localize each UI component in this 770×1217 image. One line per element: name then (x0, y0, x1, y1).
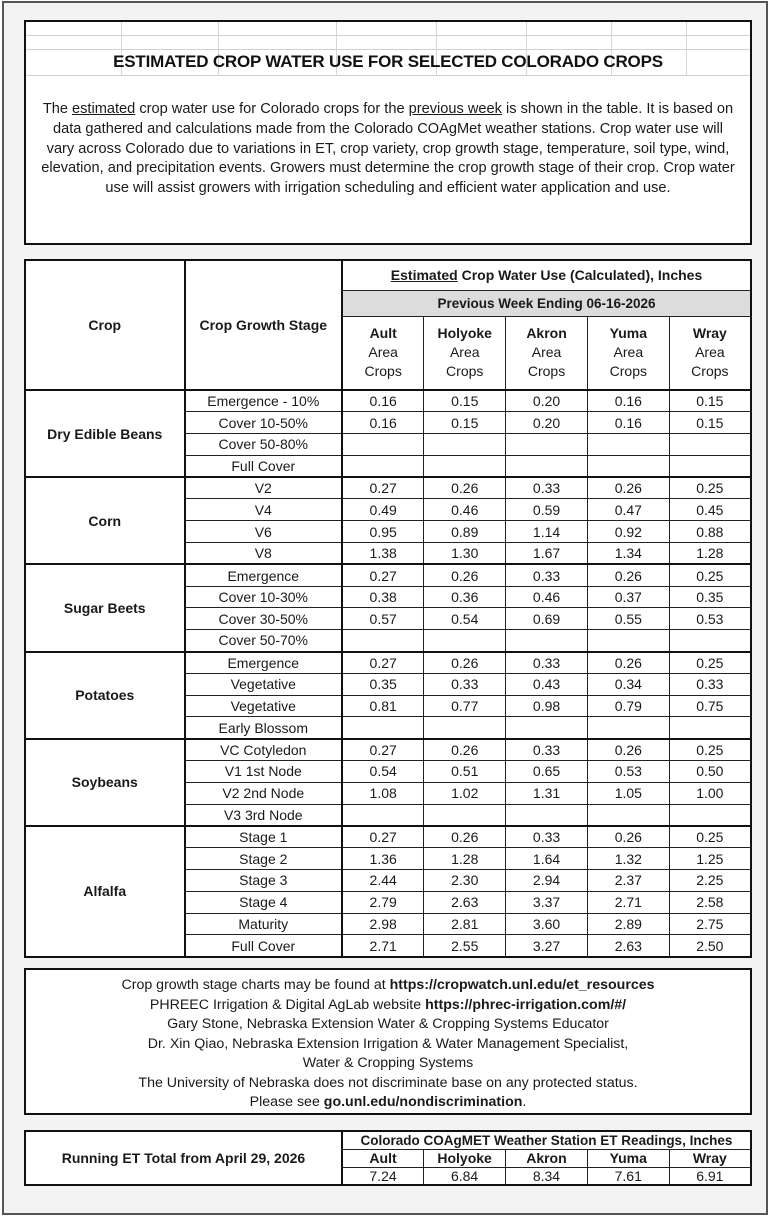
running-location-name: Yuma (587, 1149, 669, 1167)
stage-column-header: Crop Growth Stage (185, 260, 343, 390)
water-use-value: 1.28 (669, 543, 751, 565)
water-use-value (506, 434, 588, 456)
water-use-value: 0.25 (669, 652, 751, 674)
running-et-header: Colorado COAgMET Weather Station ET Readings, Inches (342, 1131, 751, 1149)
running-et-table (24, 1130, 752, 1186)
growth-stage: Stage 1 (185, 826, 343, 848)
water-use-value: 2.58 (669, 891, 751, 913)
water-use-value: 0.26 (587, 739, 669, 761)
water-use-value: 0.57 (342, 608, 424, 630)
water-use-value (506, 717, 588, 739)
crop-name: Soybeans (25, 739, 185, 826)
water-use-value (506, 804, 588, 826)
growth-stage: Stage 3 (185, 870, 343, 892)
location-header (342, 316, 424, 390)
intro-paragraph (40, 100, 736, 199)
running-et-value: 8.34 (506, 1167, 588, 1185)
location-area-label: Area (695, 344, 725, 361)
water-use-value: 0.26 (424, 739, 506, 761)
growth-stage: Cover 50-70% (185, 630, 343, 652)
water-use-value (342, 630, 424, 652)
running-et-value: 7.24 (342, 1167, 424, 1185)
water-use-value: 0.53 (587, 761, 669, 783)
water-use-value: 2.50 (669, 935, 751, 957)
water-use-value (587, 804, 669, 826)
running-et-value: 7.61 (587, 1167, 669, 1185)
location-header (424, 316, 506, 390)
growth-stage: Full Cover (185, 455, 343, 477)
growth-stage: Cover 10-30% (185, 586, 343, 608)
crop-name: Alfalfa (25, 826, 185, 957)
water-use-value: 0.33 (506, 564, 588, 586)
water-use-value (342, 717, 424, 739)
info-box (24, 968, 752, 1115)
growth-stage: V6 (185, 521, 343, 543)
water-use-value: 1.32 (587, 848, 669, 870)
water-use-value (669, 630, 751, 652)
water-use-value: 0.16 (587, 412, 669, 434)
location-crops-label: Crops (609, 363, 647, 380)
info-line-5: Water & Cropping Systems (302, 1055, 474, 1071)
water-use-value (669, 434, 751, 456)
water-use-value (506, 455, 588, 477)
water-use-value: 0.26 (587, 652, 669, 674)
water-use-value: 0.33 (506, 477, 588, 499)
info-line-7 (26, 1093, 750, 1113)
water-use-value: 0.27 (342, 652, 424, 674)
info-line-6: The University of Nebraska does not discriminate base on any protected status. (138, 1074, 638, 1091)
water-use-value: 0.43 (506, 673, 588, 695)
intro-text-1: The (42, 101, 73, 117)
growth-stage: Vegetative (185, 673, 343, 695)
water-use-value: 0.33 (506, 826, 588, 848)
water-use-value: 0.54 (424, 608, 506, 630)
water-use-value: 0.34 (587, 673, 669, 695)
water-use-value: 0.26 (424, 652, 506, 674)
running-et-value: 6.91 (669, 1167, 751, 1185)
water-use-value: 0.45 (669, 499, 751, 521)
nondiscrimination-link[interactable]: go.unl.edu/nondiscrimination (323, 1094, 523, 1110)
water-use-value: 2.63 (424, 891, 506, 913)
water-use-value: 0.26 (424, 826, 506, 848)
water-use-value: 0.26 (587, 564, 669, 586)
water-use-value: 2.81 (424, 913, 506, 935)
water-use-value: 0.38 (342, 586, 424, 608)
growth-stage: V8 (185, 543, 343, 565)
table-row (25, 477, 751, 499)
water-use-value (424, 717, 506, 739)
water-use-value (669, 717, 751, 739)
info-line-2 (26, 996, 750, 1016)
water-use-value: 2.63 (587, 935, 669, 957)
info-line-4: Dr. Xin Qiao, Nebraska Extension Irrigation & Water Management Specialist, (147, 1035, 629, 1052)
location-name: Wray (692, 325, 727, 342)
water-use-value: 0.79 (587, 695, 669, 717)
info-line-1-text: Crop growth stage charts may be found at (121, 977, 390, 993)
growth-stage: Emergence (185, 652, 343, 674)
growth-stage: Cover 50-80% (185, 434, 343, 456)
water-use-value: 2.25 (669, 870, 751, 892)
water-use-value: 0.69 (506, 608, 588, 630)
water-use-value: 0.25 (669, 739, 751, 761)
water-use-value: 0.46 (424, 499, 506, 521)
page-frame (2, 1, 768, 1215)
growth-stage: Vegetative (185, 695, 343, 717)
intro-underline-estimated: estimated (72, 101, 136, 117)
water-use-value: 0.25 (669, 477, 751, 499)
water-use-value: 0.33 (506, 739, 588, 761)
water-use-value (424, 434, 506, 456)
growth-stage: Emergence - 10% (185, 390, 343, 412)
water-use-value: 1.64 (506, 848, 588, 870)
water-use-value: 0.88 (669, 521, 751, 543)
phrec-link[interactable]: https://phrec-irrigation.com/#/ (425, 996, 627, 1013)
running-location-name: Akron (506, 1149, 588, 1167)
water-use-value: 3.27 (506, 935, 588, 957)
water-use-value: 1.31 (506, 782, 588, 804)
info-line-7-end: . (522, 1094, 527, 1110)
water-use-value: 3.37 (506, 891, 588, 913)
water-use-value: 0.27 (342, 826, 424, 848)
water-use-value: 0.26 (587, 477, 669, 499)
location-crops-label: Crops (364, 363, 402, 380)
water-use-value: 0.27 (342, 564, 424, 586)
water-use-value: 0.26 (424, 564, 506, 586)
water-use-value: 2.94 (506, 870, 588, 892)
water-use-value: 2.55 (424, 935, 506, 957)
water-use-value: 0.35 (669, 586, 751, 608)
running-et-value: 6.84 (424, 1167, 506, 1185)
water-use-value (587, 434, 669, 456)
water-use-value: 1.02 (424, 782, 506, 804)
water-use-value: 0.16 (342, 412, 424, 434)
water-use-value: 0.35 (342, 673, 424, 695)
running-location-name: Holyoke (424, 1149, 506, 1167)
water-use-value: 0.49 (342, 499, 424, 521)
location-area-label: Area (449, 344, 480, 361)
water-use-value: 0.26 (587, 826, 669, 848)
estimated-underlined: Estimated (390, 267, 458, 284)
water-use-value: 0.95 (342, 521, 424, 543)
location-name: Ault (369, 325, 397, 342)
crop-water-use-table (24, 259, 752, 958)
water-use-value: 3.60 (506, 913, 588, 935)
water-use-value: 0.51 (424, 761, 506, 783)
estimated-header-rest: Crop Water Use (Calculated), Inches (457, 267, 703, 284)
location-crops-label: Crops (446, 363, 484, 380)
water-use-value: 0.47 (587, 499, 669, 521)
location-header (669, 316, 751, 390)
water-use-value: 2.71 (587, 891, 669, 913)
water-use-value (424, 455, 506, 477)
water-use-value: 0.27 (342, 477, 424, 499)
water-use-value: 0.65 (506, 761, 588, 783)
growth-stage: Full Cover (185, 935, 343, 957)
water-use-value: 0.20 (506, 390, 588, 412)
info-line-7-text: Please see (249, 1094, 324, 1110)
location-area-label: Area (368, 344, 398, 361)
water-use-value: 2.37 (587, 870, 669, 892)
water-use-value: 0.26 (424, 477, 506, 499)
water-use-value: 0.27 (342, 739, 424, 761)
water-use-value: 0.98 (506, 695, 588, 717)
water-use-value: 2.75 (669, 913, 751, 935)
water-use-value: 1.08 (342, 782, 424, 804)
growth-stage: Stage 4 (185, 891, 343, 913)
location-header (587, 316, 669, 390)
water-use-value: 0.33 (424, 673, 506, 695)
info-line-1 (26, 976, 750, 996)
growth-stage: V2 2nd Node (185, 782, 343, 804)
crop-name: Potatoes (25, 652, 185, 739)
cropwatch-link[interactable]: https://cropwatch.unl.edu/et_resources (389, 977, 655, 993)
water-use-value (669, 804, 751, 826)
growth-stage: V2 (185, 477, 343, 499)
water-use-value: 0.55 (587, 608, 669, 630)
water-use-value (342, 455, 424, 477)
water-use-value: 0.75 (669, 695, 751, 717)
water-use-value: 2.30 (424, 870, 506, 892)
growth-stage: Maturity (185, 913, 343, 935)
table-row (25, 390, 751, 412)
water-use-value (342, 804, 424, 826)
water-use-value: 2.98 (342, 913, 424, 935)
crop-name: Sugar Beets (25, 564, 185, 651)
location-area-label: Area (531, 344, 562, 361)
crop-column-header: Crop (25, 260, 185, 390)
water-use-value (587, 717, 669, 739)
growth-stage: Emergence (185, 564, 343, 586)
water-use-value: 0.16 (342, 390, 424, 412)
water-use-value: 0.33 (669, 673, 751, 695)
water-use-value: 0.92 (587, 521, 669, 543)
water-use-value: 0.77 (424, 695, 506, 717)
running-et-label: Running ET Total from April 29, 2026 (25, 1131, 342, 1185)
water-use-value: 0.50 (669, 761, 751, 783)
info-line-2-text: PHREEC Irrigation & Digital AgLab website (149, 996, 426, 1013)
water-use-value: 0.25 (669, 826, 751, 848)
water-use-value (587, 630, 669, 652)
intro-underline-previous-week: previous week (408, 101, 502, 117)
water-use-value: 0.46 (506, 586, 588, 608)
location-crops-label: Crops (691, 363, 729, 380)
water-use-value: 0.89 (424, 521, 506, 543)
location-name: Akron (526, 325, 567, 342)
water-use-value: 0.15 (669, 390, 751, 412)
water-use-value: 0.36 (424, 586, 506, 608)
growth-stage: Cover 10-50% (185, 412, 343, 434)
page-title: ESTIMATED CROP WATER USE FOR SELECTED COLORADO CROPS (113, 52, 663, 71)
water-use-value: 0.25 (669, 564, 751, 586)
water-use-value: 2.79 (342, 891, 424, 913)
water-use-value (506, 630, 588, 652)
water-use-value: 0.20 (506, 412, 588, 434)
water-use-value: 1.36 (342, 848, 424, 870)
growth-stage: Stage 2 (185, 848, 343, 870)
location-name: Yuma (609, 325, 647, 342)
growth-stage: Early Blossom (185, 717, 343, 739)
growth-stage: V3 3rd Node (185, 804, 343, 826)
water-use-value: 0.37 (587, 586, 669, 608)
week-ending-header: Previous Week Ending 06-16-2026 (342, 290, 751, 316)
water-use-value (424, 630, 506, 652)
table-row (25, 826, 751, 848)
water-use-value: 1.05 (587, 782, 669, 804)
water-use-value: 2.44 (342, 870, 424, 892)
water-use-value (669, 455, 751, 477)
title-box (24, 20, 752, 245)
intro-text-3: is shown in the table. It is based on data gathered and calculations made from the Colorado COAgMet weather stations. Crop water use will vary across Colorado due to variations in ET, crop variety, crop growth stage, temperature, soil type, wind, elevation, and precipitation events. Growers must determine the crop growth stage of their crop. Crop water use will assist growers with irrigation scheduling and efficient water application and use. (41, 101, 735, 197)
crop-name: Corn (25, 477, 185, 564)
table-row (25, 564, 751, 586)
table-row (25, 652, 751, 674)
water-use-value: 1.30 (424, 543, 506, 565)
location-crops-label: Crops (527, 363, 566, 380)
table-row (25, 739, 751, 761)
location-header (506, 316, 588, 390)
water-use-value: 1.67 (506, 543, 588, 565)
water-use-value: 0.81 (342, 695, 424, 717)
water-use-value: 1.34 (587, 543, 669, 565)
water-use-value: 2.71 (342, 935, 424, 957)
estimated-header (342, 260, 751, 290)
water-use-value (424, 804, 506, 826)
crop-name: Dry Edible Beans (25, 390, 185, 477)
intro-text-2: crop water use for Colorado crops for the (135, 101, 409, 117)
water-use-value: 1.38 (342, 543, 424, 565)
water-use-value: 1.25 (669, 848, 751, 870)
growth-stage: V1 1st Node (185, 761, 343, 783)
growth-stage: V4 (185, 499, 343, 521)
water-use-value: 1.00 (669, 782, 751, 804)
water-use-value: 0.15 (669, 412, 751, 434)
water-use-value: 0.15 (424, 390, 506, 412)
info-line-3: Gary Stone, Nebraska Extension Water & Cropping Systems Educator (167, 1016, 609, 1032)
water-use-value: 2.89 (587, 913, 669, 935)
location-name: Holyoke (437, 325, 492, 342)
running-location-name: Wray (669, 1149, 751, 1167)
growth-stage: Cover 30-50% (185, 608, 343, 630)
water-use-value: 0.54 (342, 761, 424, 783)
water-use-value: 0.16 (587, 390, 669, 412)
water-use-value (587, 455, 669, 477)
water-use-value: 0.33 (506, 652, 588, 674)
location-area-label: Area (613, 344, 644, 361)
water-use-value: 1.28 (424, 848, 506, 870)
water-use-value: 1.14 (506, 521, 588, 543)
water-use-value (342, 434, 424, 456)
water-use-value: 0.53 (669, 608, 751, 630)
running-location-name: Ault (342, 1149, 424, 1167)
water-use-value: 0.59 (506, 499, 588, 521)
water-use-value: 0.15 (424, 412, 506, 434)
growth-stage: VC Cotyledon (185, 739, 343, 761)
